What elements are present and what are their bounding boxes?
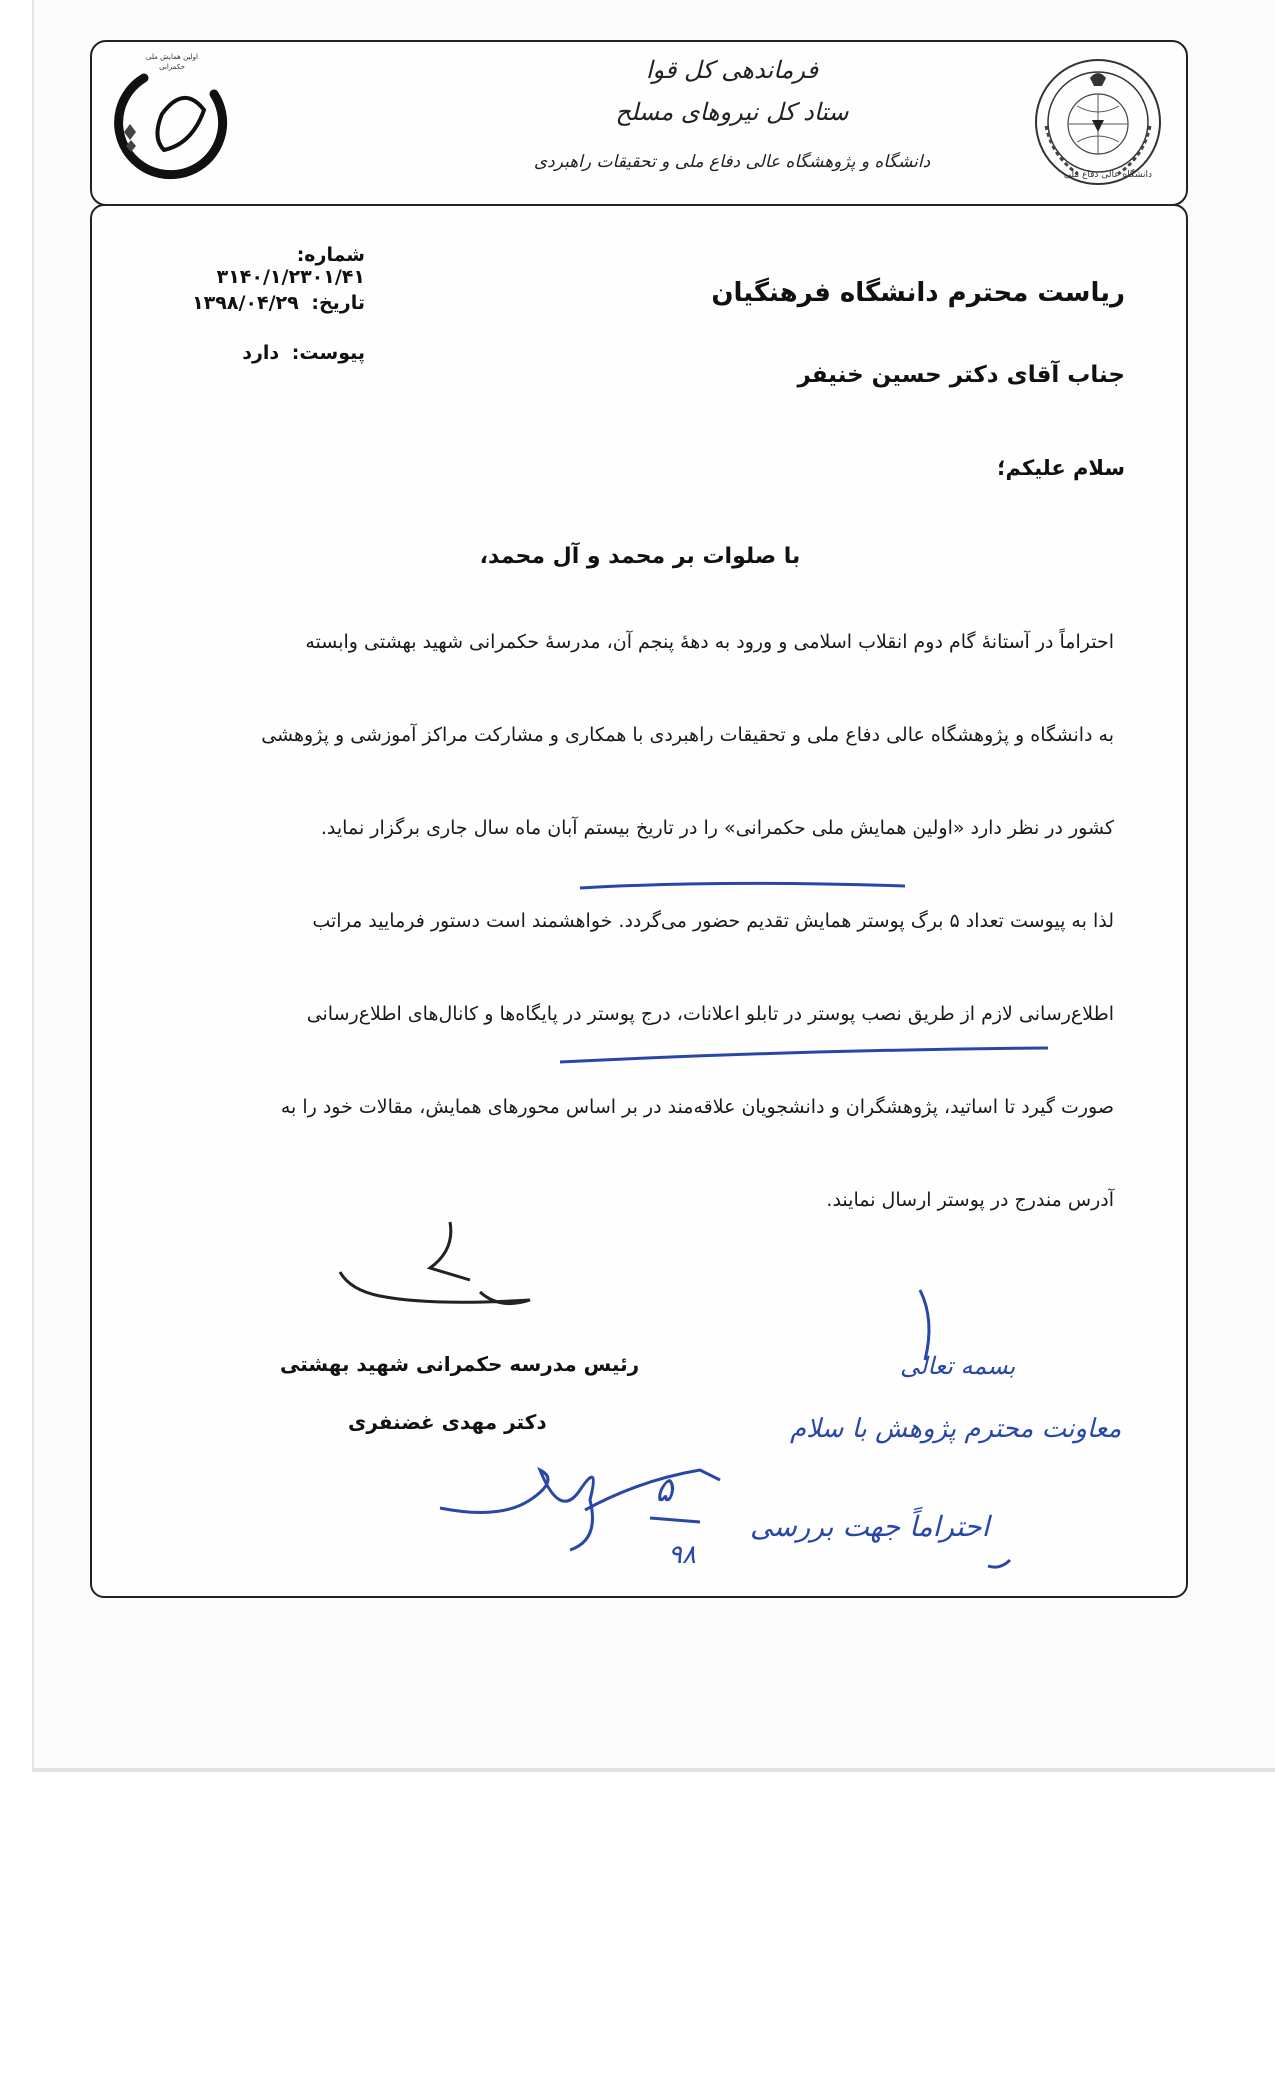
underline-mark (560, 1048, 1048, 1062)
letter-number-value: ۳۱۴۰/۱/۲۳۰۱/۴۱ (216, 266, 365, 288)
handwritten-note-1: بسمه تعالی (900, 1352, 1016, 1380)
handwritten-note-3: احتراماً جهت بررسی (750, 1510, 990, 1543)
approver-signature-icon (440, 1470, 720, 1550)
recipient-line-2: جناب آقای دکتر حسین خنیفر (797, 362, 1125, 388)
salutation: با صلوات بر محمد و آل محمد، (479, 544, 801, 569)
body-line: صورت گیرد تا اساتید، پژوهشگران و دانشجویان علاقه‌مند در بر اساس محورهای همایش، مقالات خود را به (280, 1096, 1114, 1118)
body-line: کشور در نظر دارد «اولین همایش ملی حکمرانی» را در تاریخ بیستم آبان ماه سال جاری برگزار نماید. (320, 817, 1114, 839)
signatory-name: دکتر مهدی غضنفری (348, 1410, 547, 1434)
body-line: احتراماً در آستانهٔ گام دوم انقلاب اسلامی و ورود به دههٔ پنجم آن، مدرسهٔ حکمرانی شهید بهشتی وابسته (305, 631, 1114, 653)
letter-date-value: ۱۳۹۸/۰۴/۲۹ (192, 292, 299, 314)
recipient-line-1: ریاست محترم دانشگاه فرهنگیان (711, 278, 1125, 308)
body-line: اطلاع‌رسانی لازم از طریق نصب پوستر در تابلو اعلانات، درج پوستر در پایگاه‌ها و کانال‌های اطلاع‌رسانی (306, 1003, 1114, 1025)
letter-date-label: تاریخ: (311, 292, 365, 314)
handwritten-date-bottom: ۹۸ (668, 1540, 696, 1570)
letter-attachment-label: پیوست: (291, 342, 365, 364)
header-line-1: فرماندهی کل قوا (645, 56, 819, 84)
body-line: آدرس مندرج در پوستر ارسال نمایند. (826, 1189, 1114, 1211)
handwritten-date-top: ۵ (655, 1470, 674, 1510)
header-line-2: ستاد کل نیروهای مسلح (615, 98, 849, 126)
letter-attachment-value: دارد (242, 342, 280, 364)
greeting: سلام علیکم؛ (997, 456, 1125, 480)
body-line: لذا به پیوست تعداد ۵ برگ پوستر همایش تقدیم حضور می‌گردد. خواهشمند است دستور فرمایید مراتب (312, 910, 1114, 932)
signatory-title: رئیس مدرسه حکمرانی شهید بهشتی (280, 1352, 640, 1376)
letter-number-label: شماره: (296, 244, 365, 266)
underline-mark (580, 883, 905, 888)
header-line-3: دانشگاه و پژوهشگاه عالی دفاع ملی و تحقیقات راهبردی (533, 152, 931, 172)
handwritten-note-2: معاونت محترم پژوهش با سلام (790, 1414, 1122, 1444)
sender-signature-icon (340, 1222, 530, 1304)
body-line: به دانشگاه و پژوهشگاه عالی دفاع ملی و تحقیقات راهبردی با همکاری و مشارکت مراکز آموزشی و پژوهشی (261, 724, 1114, 746)
conference-logo-caption: اولین همایش ملی حکمرانی (146, 53, 198, 71)
seal-caption: دانشگاه عالی دفاع ملی (1063, 170, 1152, 180)
